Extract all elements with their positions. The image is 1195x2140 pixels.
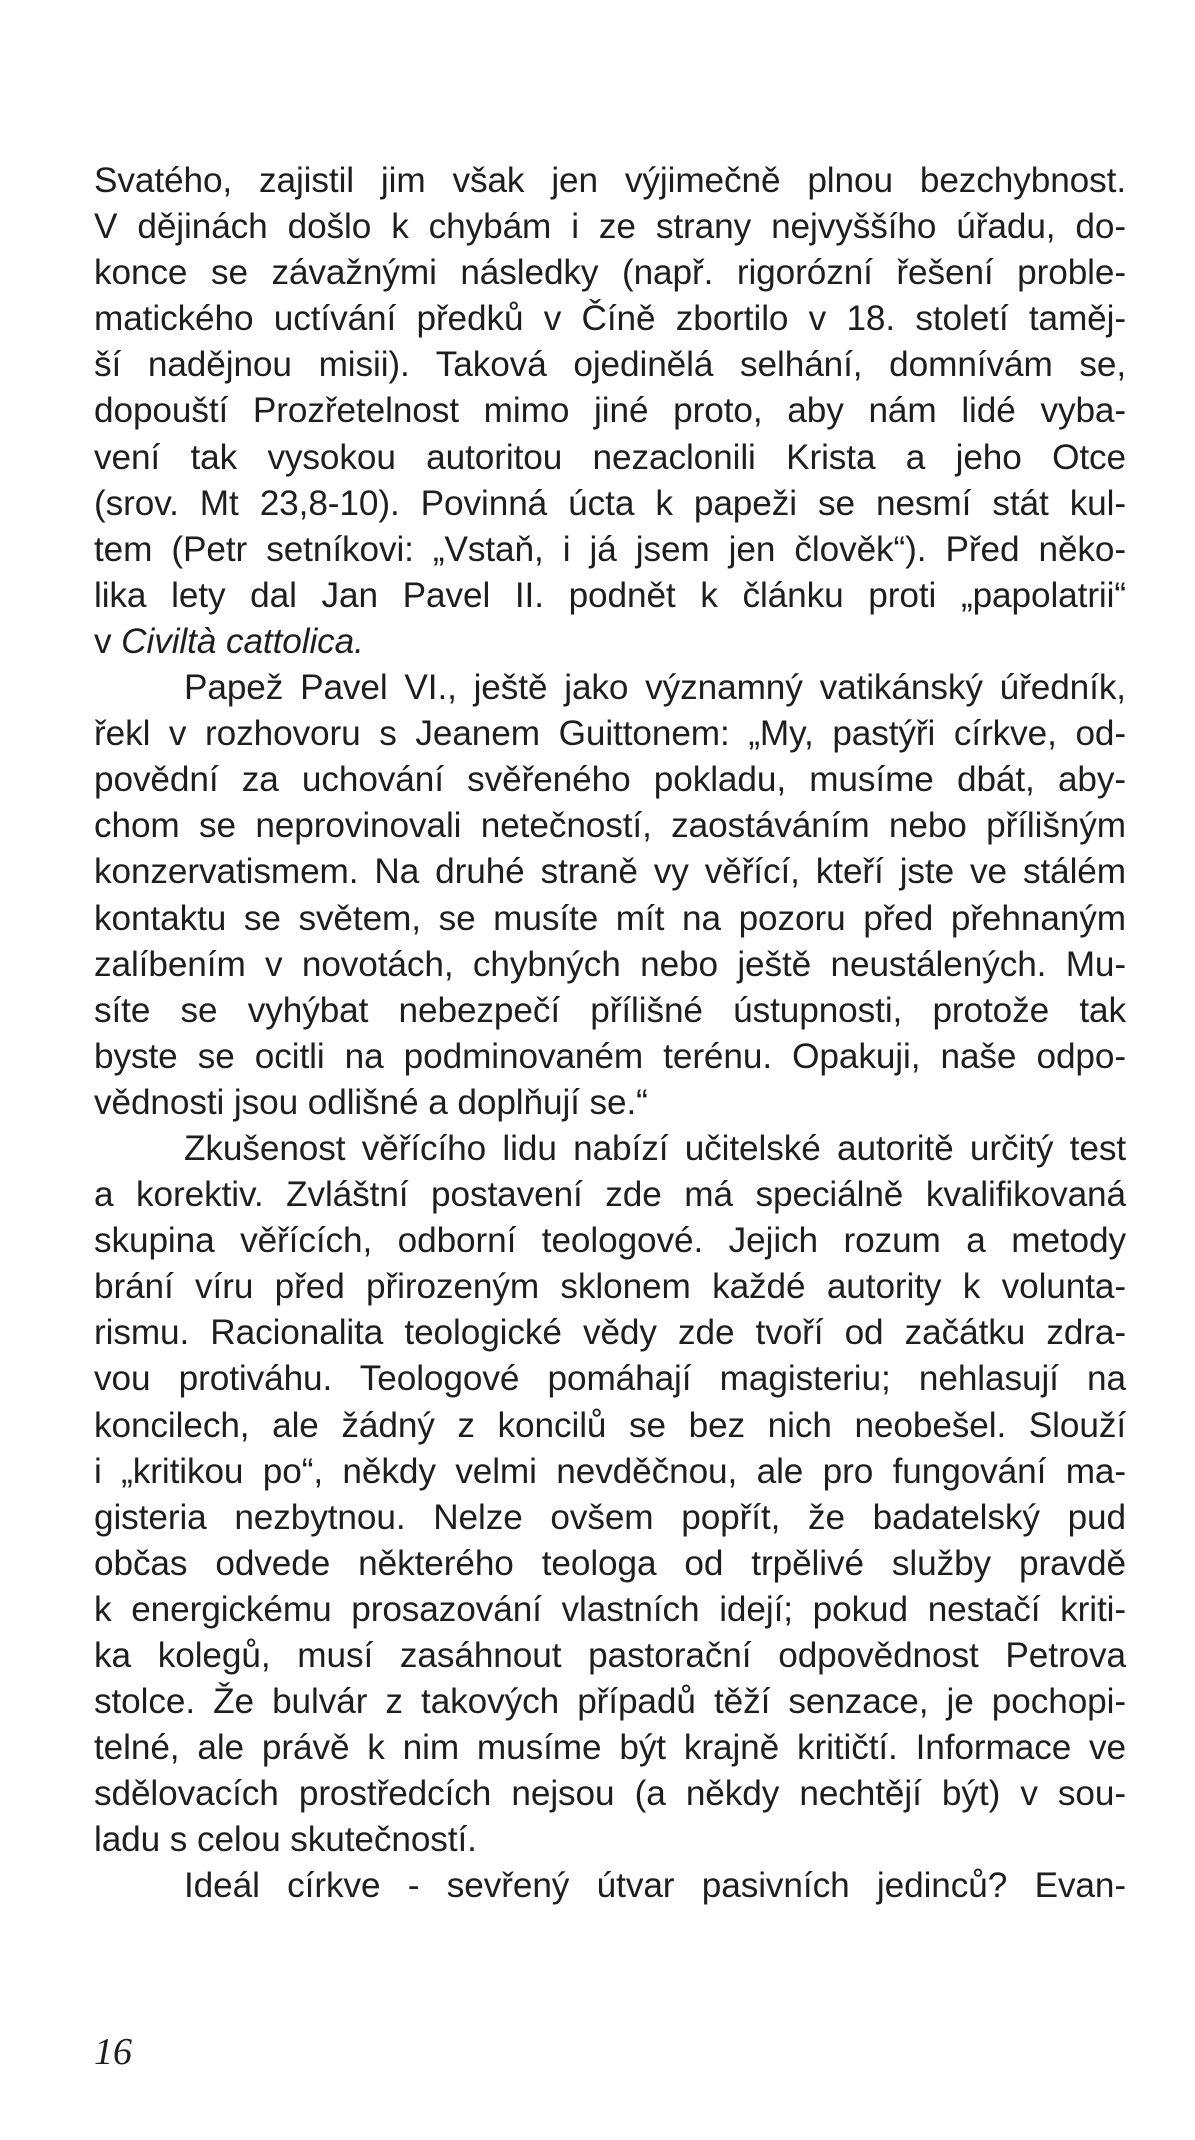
- text-line: skupina věřících, odborní teologové. Jejich rozum a metody: [94, 1221, 1126, 1261]
- text-line: lika lety dal Jan Pavel II. podnět k článku proti „papolatrii“: [94, 575, 1126, 615]
- text-line: a korektiv. Zvláštní postavení zde má speciálně kvalifikovaná: [94, 1175, 1126, 1215]
- text-line: Ideál církve - sevřený útvar pasivních jedinců? Evan-: [184, 1866, 1126, 1906]
- text-line: k energickému prosazování vlastních idejí; pokud nestačí kriti-: [94, 1589, 1126, 1629]
- text-line: konzervatismem. Na druhé straně vy věřící, kteří jste ve stálém: [94, 852, 1126, 892]
- text-line: i „kritikou po“, někdy velmi nevděčnou, ale pro fungování ma-: [94, 1451, 1126, 1491]
- text-line: konce se závažnými následky (např. rigorózní řešení proble-: [94, 253, 1126, 293]
- text-line: telné, ale právě k nim musíme být krajně kritičtí. Informace ve: [94, 1728, 1126, 1768]
- text-line: občas odvede některého teologa od trpělivé služby pravdě: [94, 1543, 1126, 1583]
- text-line: brání víru před přirozeným sklonem každé autority k volunta-: [94, 1267, 1126, 1307]
- text-line: sdělovacích prostředcích nejsou (a někdy nechtějí být) v sou-: [94, 1774, 1126, 1814]
- text-line: ka kolegů, musí zasáhnout pastorační odpovědnost Petrova: [94, 1636, 1126, 1675]
- text-line: chom se neprovinovali netečností, zaostáváním nebo přílišným: [94, 806, 1126, 846]
- text-line: vou protiváhu. Teologové pomáhají magisteriu; nehlasují na: [94, 1359, 1126, 1399]
- text-line: gisteria nezbytnou. Nelze ovšem popřít, že badatelský pud: [94, 1497, 1126, 1537]
- text-line: kontaktu se světem, se musíte mít na pozoru před přehnaným: [94, 898, 1126, 938]
- text-line: rismu. Racionalita teologické vědy zde tvoří od začátku zdra-: [94, 1313, 1126, 1353]
- text-line: dopouští Prozřetelnost mimo jiné proto, aby nám lidé vyba-: [94, 391, 1126, 431]
- text-line: povědní za uchování svěřeného pokladu, musíme dbát, aby-: [94, 760, 1126, 800]
- text-line: zalíbením v novotách, chybných nebo ještě neustálených. Mu-: [94, 944, 1126, 984]
- page-number: 16: [94, 2031, 132, 2073]
- text-line-prefix: v: [94, 621, 122, 661]
- text-line: stolce. Že bulvár z takových případů těží senzace, je pochopi-: [94, 1682, 1126, 1722]
- text-line: byste se ocitli na podminovaném terénu. Opakuji, naše odpo-: [94, 1036, 1126, 1076]
- italic-title: Civiltà cattolica.: [121, 621, 364, 661]
- text-line: vení tak vysokou autoritou nezaclonili Krista a jeho Otce: [94, 437, 1126, 477]
- text-line: síte se vyhýbat nebezpečí přílišné ústupnosti, protože tak: [94, 990, 1126, 1030]
- text-line: tem (Petr setníkovi: „Vstaň, i já jsem jen člověk“). Před něko-: [94, 529, 1126, 569]
- text-line: matického uctívání předků v Číně zbortilo v 18. století taměj-: [94, 299, 1126, 339]
- text-line: ší nadějnou misii). Taková ojedinělá selhání, domnívám se,: [94, 345, 1126, 385]
- text-line: koncilech, ale žádný z koncilů se bez nich neobešel. Slouží: [94, 1405, 1126, 1445]
- text-line: Zkušenost věřícího lidu nabízí učitelské autoritě určitý test: [184, 1128, 1126, 1168]
- text-line: (srov. Mt 23,8-10). Povinná úcta k papeži se nesmí stát kul-: [94, 483, 1126, 523]
- text-line: vědnosti jsou odlišné a doplňují se.“: [94, 1082, 648, 1122]
- text-line: ladu s celou skutečností.: [94, 1820, 477, 1860]
- text-line: Svatého, zajistil jim však jen výjimečně plnou bezchybnost.: [94, 161, 1126, 200]
- text-line: [94, 619, 1126, 665]
- text-line: řekl v rozhovoru s Jeanem Guittonem: „My, pastýři církve, od-: [94, 714, 1126, 754]
- body-text: [94, 158, 1126, 1910]
- text-line: V dějinách došlo k chybám i ze strany nejvyššího úřadu, do-: [94, 207, 1126, 247]
- text-line: Papež Pavel VI., ještě jako významný vatikánský úředník,: [184, 668, 1126, 708]
